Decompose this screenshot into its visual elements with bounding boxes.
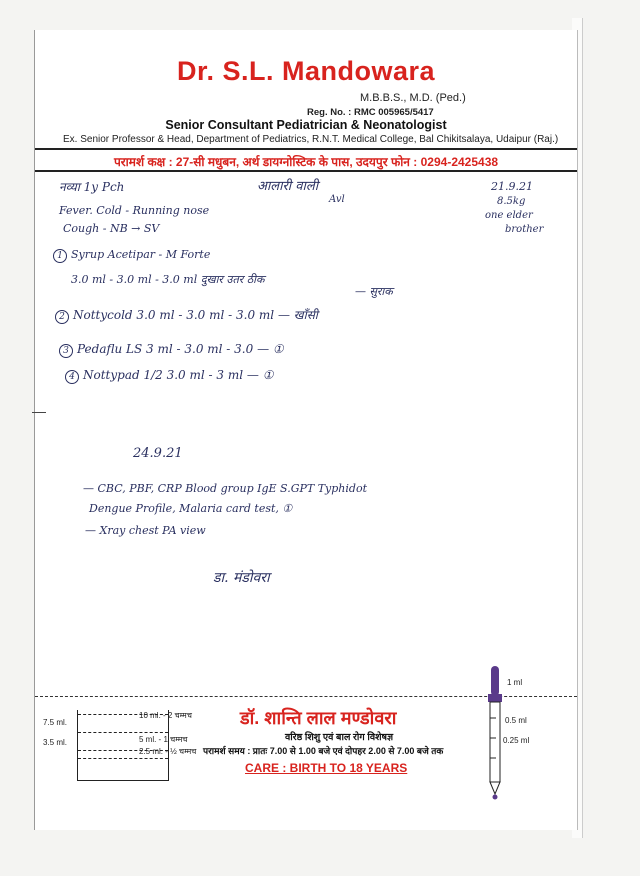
visit-date-1: 21.9.21 (491, 180, 533, 193)
sibling-note-2: brother (505, 224, 544, 235)
investigation-3: — Xray chest PA view (85, 524, 206, 537)
ml-35-label: 3.5 ml. (43, 738, 68, 747)
drop-025ml-label: 0.25 ml (503, 736, 530, 745)
visit-date-2: 24.9.21 (133, 446, 183, 461)
doctor-name-hindi: डॉ. शान्ति लाल मण्डोवरा (240, 708, 397, 728)
ml-5-label: 5 ml. - 1 चम्मच (139, 735, 188, 744)
header-rule-bottom (35, 170, 577, 172)
complaint-2: Cough - NB → SV (63, 222, 160, 235)
rx-line: Nottypad 1/2 3.0 ml - 3 ml — ① (83, 368, 274, 382)
weight-note: 8.5kg (497, 196, 526, 207)
rx-item-3 (59, 342, 284, 358)
ml-10-label: 10 ml. - 2 चम्मच (139, 711, 192, 720)
caregiver: आलारी वाली (257, 179, 319, 194)
drop-1ml-label: 1 ml (507, 678, 523, 687)
investigation-2: Dengue Profile, Malaria card test, ① (89, 502, 293, 515)
ml-25-label: 2.5 ml. - ½ चम्मच (139, 747, 197, 756)
dropper-icon (485, 666, 505, 800)
ex-position: Ex. Senior Professor & Head, Department of Pediatrics, R.N.T. Medical College, Bal Chikitsalaya, Udaipur (Raj.) (63, 134, 559, 145)
rx-item-1-dose: 3.0 ml - 3.0 ml - 3.0 ml दुखार उतर ठीक (71, 273, 265, 286)
sibling-note-1: one elder (485, 210, 533, 221)
prescription-sheet (34, 30, 578, 830)
registration-number: Reg. No. : RMC 005965/5417 (307, 107, 434, 118)
rx-number: 2 (55, 310, 69, 324)
signature: डा. मंडोवरा (213, 570, 270, 586)
ml-75-label: 7.5 ml. (43, 718, 68, 727)
caregiver-sub: Avl (329, 194, 345, 205)
rx-item-4 (65, 368, 273, 384)
doctor-name: Dr. S.L. Mandowara (176, 56, 436, 86)
header-rule-top (35, 148, 577, 150)
rx-item-2 (55, 306, 318, 324)
rx-number: 4 (65, 370, 79, 384)
rx-line: Nottycold 3.0 ml - 3.0 ml - 3.0 ml — खाँसी (73, 308, 318, 322)
investigation-1: — CBC, PBF, CRP Blood group IgE S.GPT Typhidot (83, 482, 367, 495)
drop-05ml-label: 0.5 ml (505, 716, 527, 725)
rx-line: Pedaflu LS 3 ml - 3.0 ml - 3.0 — ① (77, 342, 284, 356)
margin-mark (32, 412, 46, 413)
rx-item-1 (53, 248, 210, 263)
degree: M.B.B.S., M.D. (Ped.) (360, 92, 466, 104)
doctor-title-hindi: वरिष्ठ शिशु एवं बाल रोग विशेषज्ञ (285, 732, 394, 743)
doctor-title: Senior Consultant Pediatrician & Neonatologist (165, 118, 447, 132)
care-tagline: CARE : BIRTH TO 18 YEARS (245, 761, 408, 775)
clinic-address: परामर्श कक्ष : 27-सी मधुबन, अर्थ डायग्नोस्टिक के पास, उदयपुर फोन : 0294-2425438 (113, 155, 499, 169)
complaint-1: Fever. Cold - Running nose (59, 204, 210, 217)
rx-number: 3 (59, 344, 73, 358)
patient-name: नव्या 1y Pch (59, 180, 125, 194)
consultation-timing: परामर्श समय : प्रातः 7.00 से 1.00 बजे एवं दोपहर 2.00 से 7.00 बजे तक (203, 746, 444, 756)
rx-line: Syrup Acetipar - M Forte (71, 248, 211, 261)
rx-number: 1 (53, 249, 67, 263)
rx-item-1-extra: — सुराक (355, 285, 393, 298)
